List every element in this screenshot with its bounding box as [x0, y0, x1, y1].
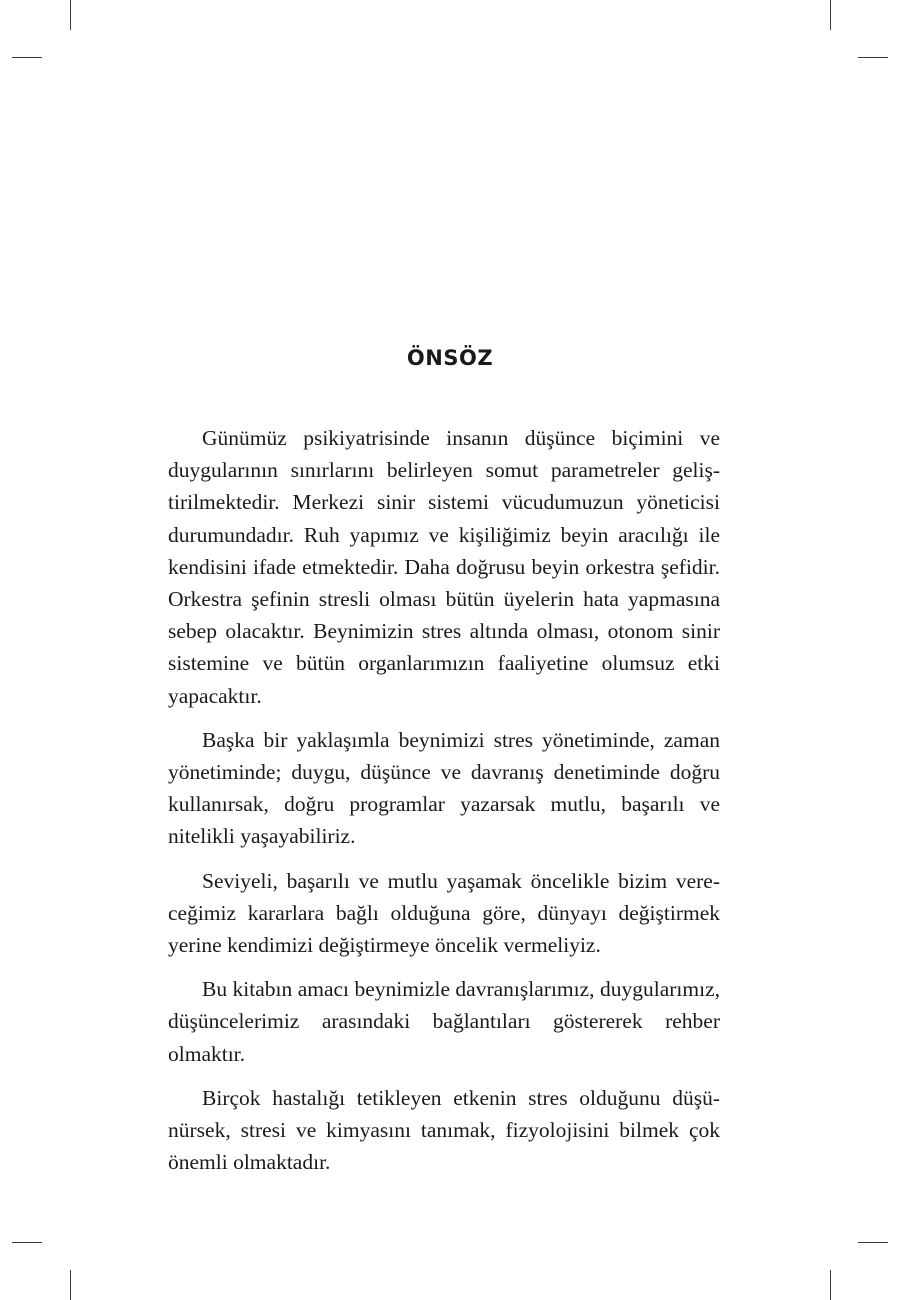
crop-mark-bottom-left-h: [12, 1242, 42, 1243]
body-text: [168, 422, 720, 1190]
crop-mark-top-left: [70, 0, 71, 30]
paragraph-5: Birçok hastalığı tetikleyen etkenin stres olduğunu düşünürsek, stresi ve kimyasını tanımak, fizyolojisini bilmek çok önemli olmaktadır.: [168, 1085, 720, 1175]
paragraph-3: Seviyeli, başarılı ve mutlu yaşamak öncelikle bizim vereceğimiz kararlara bağlı olduğuna göre, dünyayı değiştirmek yerine kendimizi değiştirmeye öncelik vermeliyiz.: [168, 868, 720, 958]
crop-mark-bottom-right-h: [858, 1242, 888, 1243]
crop-mark-top-left-h: [12, 57, 42, 58]
paragraph-4: Bu kitabın amacı beynimizle davranışlarımız, duygularımız, düşüncelerimiz arasındaki bağlantıları göstererek rehber olmaktır.: [168, 977, 720, 1066]
crop-mark-bottom-left: [70, 1270, 71, 1300]
crop-mark-bottom-right: [830, 1270, 831, 1300]
paragraph-2: Başka bir yaklaşımla beynimizi stres yönetiminde, zaman yönetiminde; duygu, düşünce ve davranış denetiminde doğru kullanırsak, doğru programlar yazarsak mutlu, başarılı ve nitelikli yaşayabiliriz.: [168, 727, 720, 849]
crop-mark-top-right-h: [858, 57, 888, 58]
crop-mark-top-right: [830, 0, 831, 30]
paragraph-1: Günümüz psikiyatrisinde insanın düşünce biçimini ve duygularının sınırlarını belirleyen somut parametreler geliştirilmektedir. Merkezi sinir sistemi vücudumuzun yöneticisi durumundadır. Ruh yapımız ve kişiliğimiz beyin aracılığı ile kendisini ifade etmektedir. Daha doğrusu beyin orkestra şefidir. Orkestra şefinin stresli olması bütün üyelerin hata yapmasına sebep olacaktır. Beynimizin stres altında olması, otonom sinir sistemine ve bütün organlarımızın faaliyetine olumsuz etki yapacaktır.: [168, 426, 720, 708]
page-title: ÖNSÖZ: [406, 346, 494, 370]
